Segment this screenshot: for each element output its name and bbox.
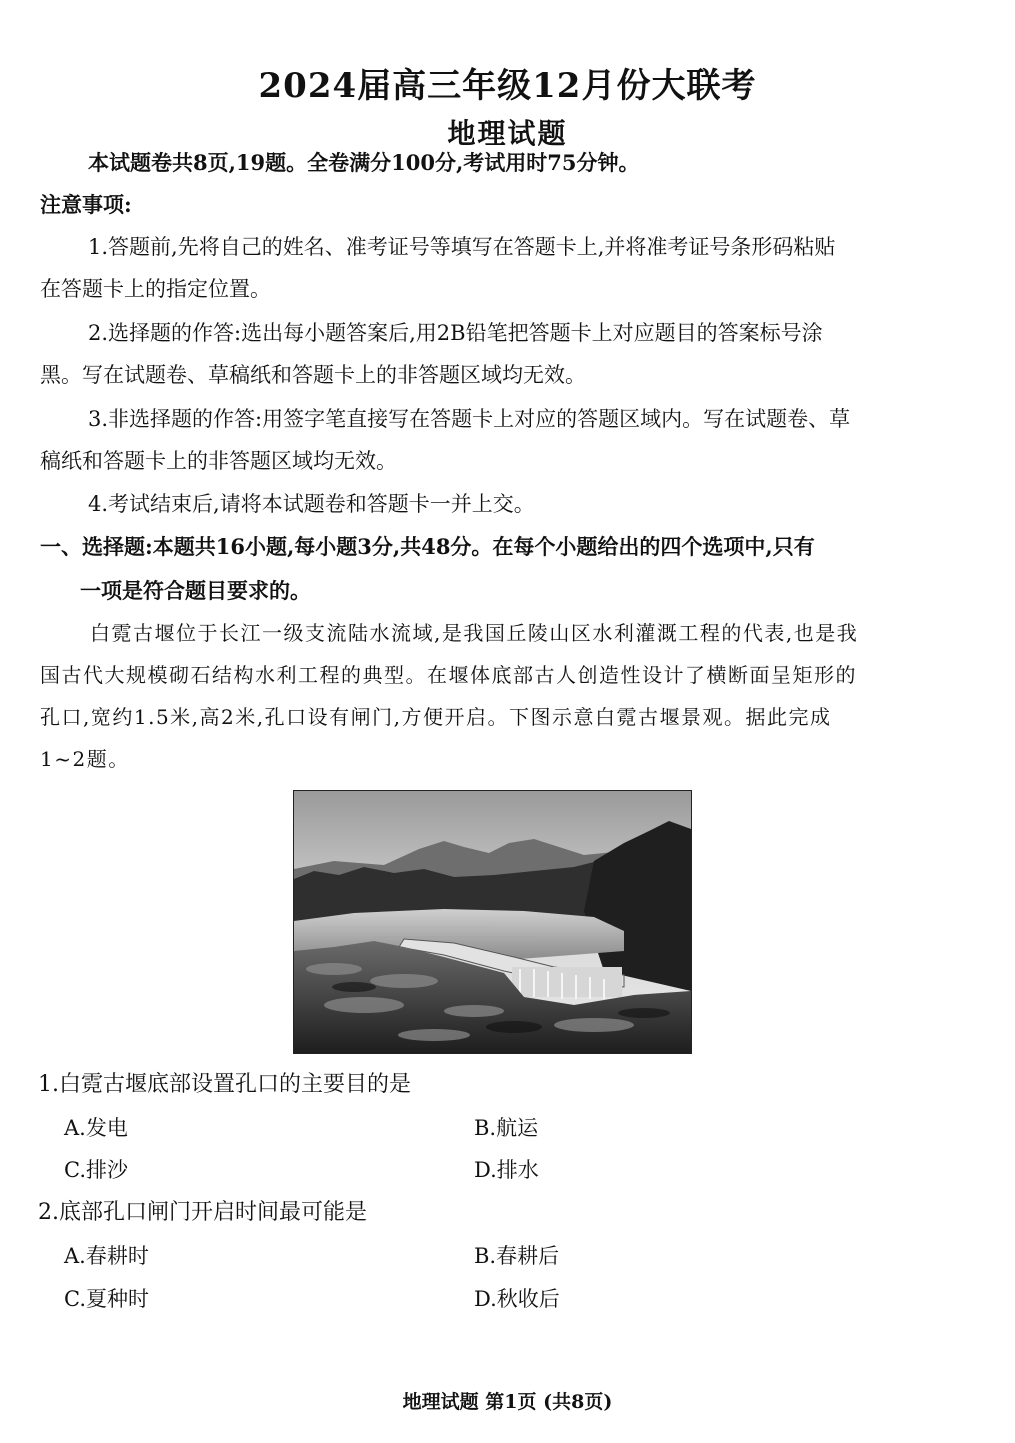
question-stem: 2.底部孔口闸门开启时间最可能是 — [38, 1200, 367, 1225]
answer-option[interactable]: A.发电 — [64, 1116, 128, 1140]
notice-line: 稿纸和答题卡上的非答题区域均无效。 — [40, 449, 397, 473]
exam-info: 本试题卷共8页,19题。全卷满分100分,考试用时75分钟。 — [88, 150, 640, 175]
section-heading: 一、选择题:本题共16小题,每小题3分,共48分。在每个小题给出的四个选项中,只有 — [40, 534, 815, 559]
question-stem: 1.白霓古堰底部设置孔口的主要目的是 — [38, 1072, 411, 1097]
answer-option[interactable]: B.航运 — [474, 1116, 539, 1140]
answer-option[interactable]: B.春耕后 — [474, 1244, 560, 1268]
answer-option[interactable]: D.排水 — [474, 1158, 539, 1182]
passage-line: 白霓古堰位于长江一级支流陆水流域,是我国丘陵山区水利灌溉工程的代表,也是我 — [90, 621, 859, 645]
answer-option[interactable]: D.秋收后 — [474, 1287, 560, 1311]
answer-option[interactable]: C.夏种时 — [64, 1287, 149, 1311]
exam-subject: 地理试题 — [447, 117, 568, 150]
page-footer: 地理试题 第1页 (共8页) — [402, 1391, 613, 1413]
notice-line: 4.考试结束后,请将本试题卷和答题卡一并上交。 — [88, 492, 535, 516]
exam-title: 2024届高三年级12月份大联考 — [258, 66, 757, 106]
passage-line: 1~2题。 — [40, 747, 130, 771]
passage-line: 孔口,宽约1.5米,高2米,孔口设有闸门,方便开启。下图示意白霓古堰景观。据此完成 — [40, 705, 832, 729]
notice-line: 2.选择题的作答:选出每小题答案后,用2B铅笔把答题卡上对应题目的答案标号涂 — [88, 321, 823, 345]
notice-line: 在答题卡上的指定位置。 — [40, 277, 271, 301]
weir-landscape-photo — [293, 790, 692, 1054]
notice-line: 1.答题前,先将自己的姓名、准考证号等填写在答题卡上,并将准考证号条形码粘贴 — [88, 235, 836, 259]
notice-line: 3.非选择题的作答:用签字笔直接写在答题卡上对应的答题区域内。写在试题卷、草 — [88, 407, 851, 431]
answer-option[interactable]: C.排沙 — [64, 1158, 128, 1182]
answer-option[interactable]: A.春耕时 — [64, 1244, 149, 1268]
notice-heading: 注意事项: — [40, 192, 132, 217]
section-heading-cont: 一项是符合题目要求的。 — [80, 578, 311, 603]
passage-line: 国古代大规模砌石结构水利工程的典型。在堰体底部古人创造性设计了横断面呈矩形的 — [40, 663, 857, 687]
notice-line: 黑。写在试题卷、草稿纸和答题卡上的非答题区域均无效。 — [40, 363, 586, 387]
